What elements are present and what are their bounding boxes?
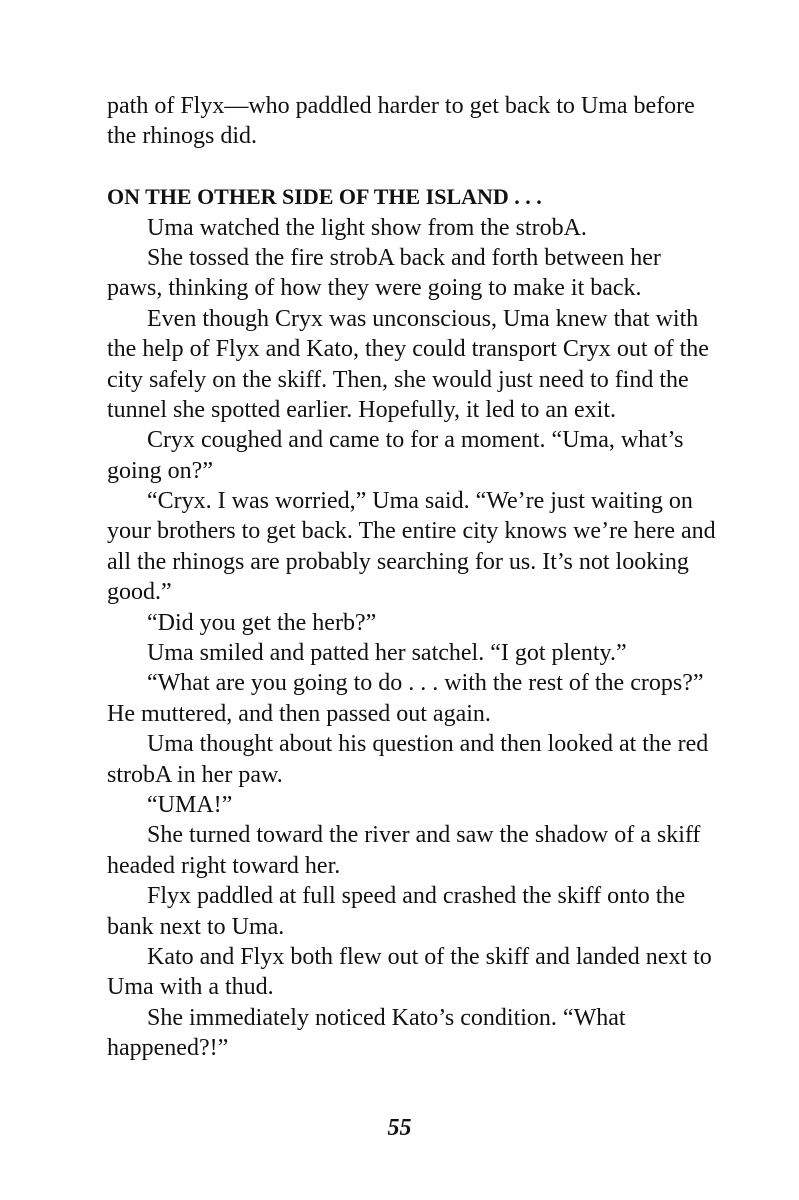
text-line: tunnel she spotted earlier. Hopefully, it led to an exit. [107, 396, 616, 423]
section-gap [107, 152, 737, 182]
text-line: city safely on the skiff. Then, she would just need to find the [107, 366, 689, 393]
text-line: path of Flyx—who paddled harder to get back to Uma before [107, 93, 695, 119]
page-number: 55 [387, 1115, 412, 1141]
text-line: going on?” [107, 457, 213, 484]
text-line: Kato and Flyx both flew out of the skiff and landed next to [147, 943, 712, 970]
text-line: your brothers to get back. The entire city knows we’re here and [107, 518, 716, 545]
text-line: Even though Cryx was unconscious, Uma knew that with [147, 305, 699, 332]
text-line: She tossed the fire strobA back and forth between her [147, 244, 661, 271]
text-line: “What are you going to do . . . with the rest of the crops?” [147, 670, 704, 697]
text-line: She turned toward the river and saw the shadow of a skiff [147, 822, 701, 849]
text-line: all the rhinogs are probably searching for us. It’s not looking [107, 548, 689, 575]
text-line: bank next to Uma. [107, 913, 285, 940]
text-line: happened?!” [107, 1035, 229, 1062]
section-heading: ON THE OTHER SIDE OF THE ISLAND . . . [107, 184, 542, 210]
text-line: Uma with a thud. [107, 974, 274, 1001]
text-line: “Cryx. I was worried,” Uma said. “We’re just waiting on [147, 488, 693, 515]
text-line: Uma watched the light show from the strobA. [147, 214, 587, 241]
text-line: She immediately noticed Kato’s condition. “What [147, 1004, 626, 1031]
text-line: Flyx paddled at full speed and crashed the skiff onto the [147, 883, 686, 910]
text-line: “UMA!” [147, 791, 233, 818]
text-line: strobA in her paw. [107, 761, 283, 788]
text-line: good.” [107, 579, 172, 606]
text-line: Uma smiled and patted her satchel. “I got plenty.” [147, 640, 627, 667]
text-line: the rhinogs did. [107, 123, 257, 150]
text-line: He muttered, and then passed out again. [107, 700, 491, 727]
text-line: paws, thinking of how they were going to make it back. [107, 275, 642, 302]
text-line: the help of Flyx and Kato, they could transport Cryx out of the [107, 336, 709, 363]
text-line: Uma thought about his question and then looked at the red [147, 731, 709, 758]
text-line: Cryx coughed and came to for a moment. “Uma, what’s [147, 427, 684, 454]
text-line: headed right toward her. [107, 852, 341, 879]
page-text [107, 91, 737, 1064]
text-line: “Did you get the herb?” [147, 609, 377, 636]
